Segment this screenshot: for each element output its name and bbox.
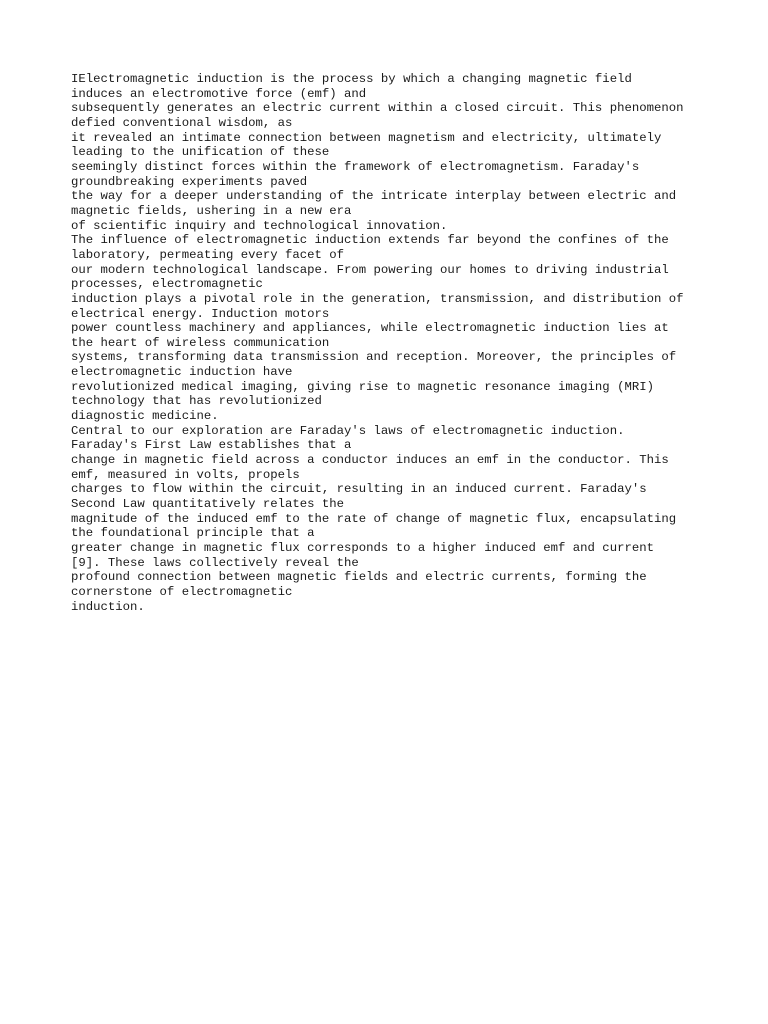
text-line: the way for a deeper understanding of the intricate interplay between electric and	[71, 189, 677, 204]
text-line: The influence of electromagnetic induction extends far beyond the confines of the	[71, 233, 669, 248]
text-line: magnitude of the induced emf to the rate of change of magnetic flux, encapsulating	[71, 511, 677, 526]
text-line: magnetic fields, ushering in a new era	[71, 203, 352, 218]
text-line: seemingly distinct forces within the framework of electromagnetism. Faraday's	[71, 159, 640, 174]
text-line: greater change in magnetic flux corresponds to a higher induced emf and current	[71, 541, 654, 555]
text-line: laboratory, permeating every facet of	[71, 247, 345, 262]
text-line: change in magnetic field across a conductor induces an emf in the conductor. This	[71, 453, 669, 468]
text-line: cornerstone of electromagnetic	[71, 584, 293, 599]
text-line: profound connection between magnetic fields and electric currents, forming the	[71, 570, 647, 585]
text-line: induction plays a pivotal role in the generation, transmission, and distribution of	[71, 291, 684, 306]
text-line: leading to the unification of these	[71, 145, 330, 160]
text-line: processes, electromagnetic	[71, 277, 263, 292]
text-line: Second Law quantitatively relates the	[71, 497, 345, 512]
text-line: charges to flow within the circuit, resulting in an induced current. Faraday's	[71, 482, 647, 497]
text-line: diagnostic medicine.	[71, 409, 219, 424]
text-line: it revealed an intimate connection between magnetism and electricity, ultimately	[71, 130, 662, 145]
text-line: revolutionized medical imaging, giving rise to magnetic resonance imaging (MRI)	[71, 379, 654, 394]
text-line: of scientific inquiry and technological innovation.	[71, 218, 448, 233]
text-line: Central to our exploration are Faraday's laws of electromagnetic induction.	[71, 423, 625, 438]
text-line: systems, transforming data transmission and reception. Moreover, the principles of	[71, 350, 677, 365]
text-line: our modern technological landscape. From powering our homes to driving industrial	[71, 262, 669, 277]
text-line: induction.	[71, 599, 145, 614]
text-line: IElectromagnetic induction is the process by which a changing magnetic field	[71, 72, 632, 86]
text-line: electromagnetic induction have	[71, 365, 293, 380]
text-line: [9]. These laws collectively reveal the	[71, 555, 359, 570]
text-line: power countless machinery and appliances, while electromagnetic induction lies at	[71, 321, 669, 336]
text-line: electrical energy. Induction motors	[71, 306, 330, 321]
text-line: technology that has revolutionized	[71, 394, 322, 409]
text-line: groundbreaking experiments paved	[71, 174, 308, 189]
text-line: defied conventional wisdom, as	[71, 115, 293, 130]
document-body-text	[71, 72, 731, 614]
text-line: the heart of wireless communication	[71, 335, 330, 350]
text-line: induces an electromotive force (emf) and	[71, 86, 367, 101]
text-line: Faraday's First Law establishes that a	[71, 438, 352, 453]
text-line: emf, measured in volts, propels	[71, 467, 300, 482]
text-line: subsequently generates an electric current within a closed circuit. This phenomenon	[71, 101, 684, 116]
text-line: the foundational principle that a	[71, 526, 315, 541]
